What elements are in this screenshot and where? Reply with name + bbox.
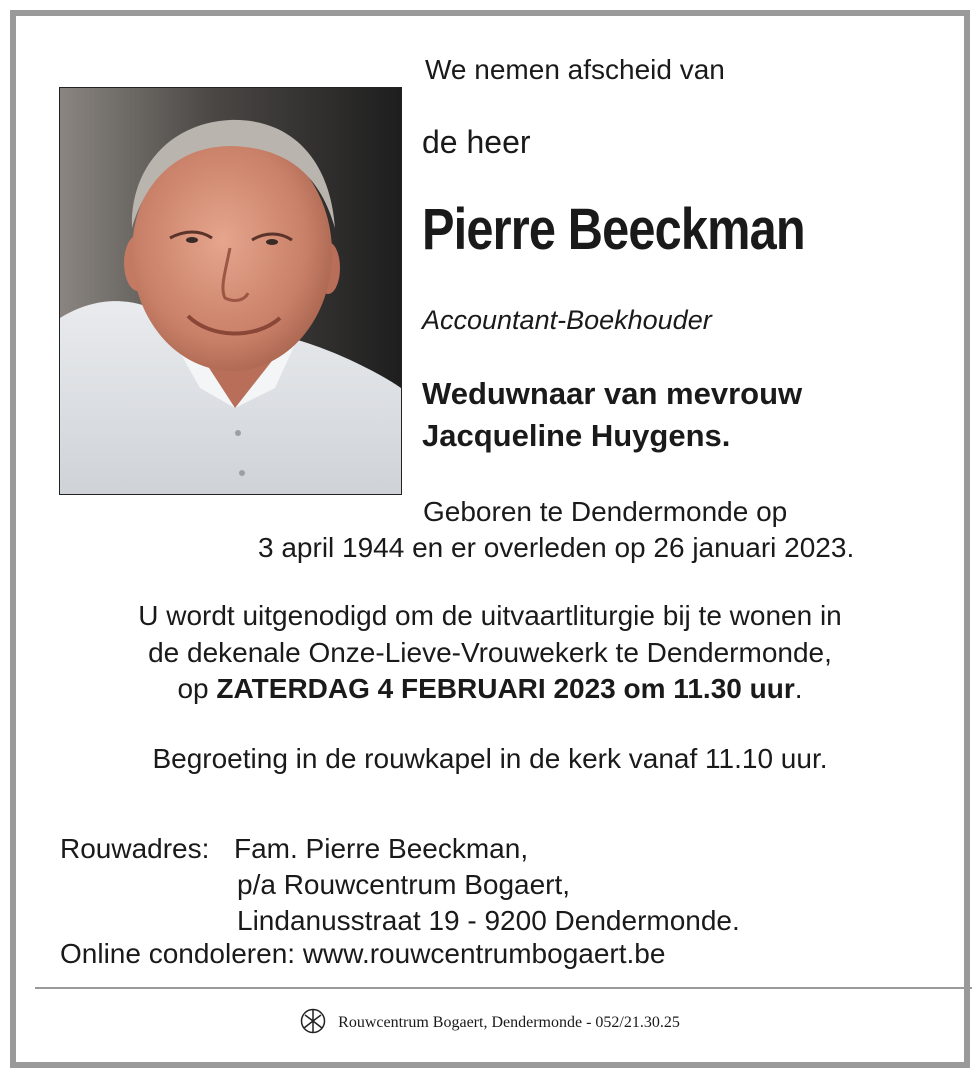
invitation-line-2: de dekenale Onze-Lieve-Vrouwekerk te Dendermonde, [148,637,832,668]
invitation-prefix: op [177,673,217,704]
online-label: Online condoleren: [60,938,296,969]
portrait-photo [59,87,402,495]
birth-line-2: 3 april 1944 en er overleden op 26 januari 2023. [258,532,855,563]
funeral-home-logo-icon [300,1008,326,1039]
intro-text: We nemen afscheid van [425,54,725,85]
address-line-2: p/a Rouwcentrum Bogaert, [237,869,571,900]
online-url[interactable]: www.rouwcentrumbogaert.be [302,938,666,969]
address-line-1: Fam. Pierre Beeckman, [234,833,529,864]
profession: Accountant-Boekhouder [422,305,712,335]
online-condolence [60,938,665,970]
invitation-suffix: . [794,673,803,704]
widower-line-2: Jacqueline Huygens. [422,418,731,453]
invitation-line-3 [0,673,980,705]
greeting-text: Begroeting in de rouwkapel in de kerk vanaf 11.10 uur. [152,743,828,774]
invitation-line-1: U wordt uitgenodigd om de uitvaartliturgie bij te wonen in [138,600,842,631]
honorific: de heer [422,124,531,160]
footer-text: Rouwcentrum Bogaert, Dendermonde - 052/21.30.25 [338,1014,680,1032]
address-line-3: Lindanusstraat 19 - 9200 Dendermonde. [237,905,740,936]
birth-line-1: Geboren te Dendermonde op [423,496,788,527]
deceased-name: Pierre Beeckman [422,197,805,262]
address-label: Rouwadres: [60,833,210,864]
footer [0,1008,980,1039]
service-datetime: ZATERDAG 4 FEBRUARI 2023 om 11.30 uur [216,673,795,704]
widower-line-1: Weduwnaar van mevrouw [422,376,803,411]
footer-divider [35,987,972,989]
